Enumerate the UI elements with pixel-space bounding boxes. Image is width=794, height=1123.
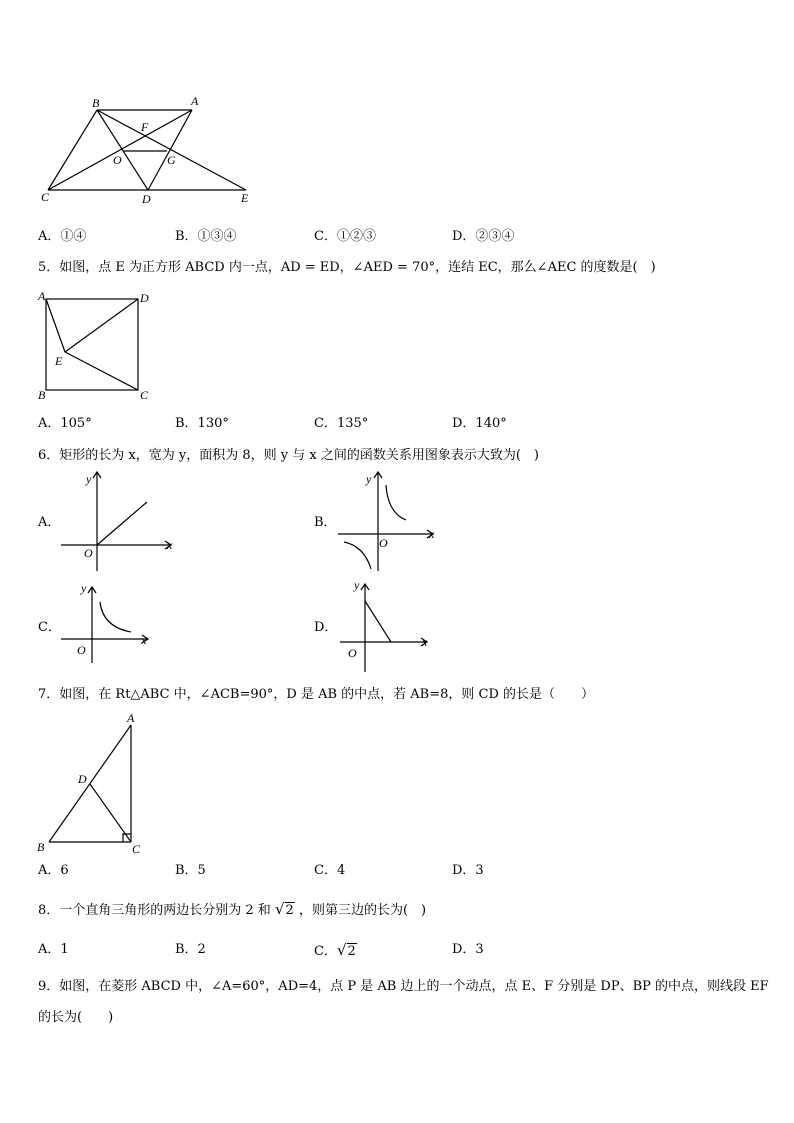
- q6-a-y-label: y: [86, 472, 92, 486]
- q8-text-before: 8．一个直角三角形的两边长分别为 2 和: [38, 903, 271, 918]
- q7-option-c: C．4: [314, 863, 346, 878]
- q5-figure: [0, 280, 200, 410]
- q7-point-B: B: [37, 840, 45, 854]
- q7-figure: [0, 705, 200, 865]
- q8-option-c-radicand: 2: [347, 944, 356, 959]
- q5-option-c: C．135°: [314, 416, 369, 431]
- q4-point-E: E: [241, 191, 249, 205]
- q6-b-x-label: x: [429, 527, 435, 541]
- q8-option-b: B．2: [175, 942, 206, 957]
- q6-graph-c: [55, 578, 165, 673]
- q8-option-a: A．1: [38, 942, 69, 957]
- q6-question: 6．矩形的长为 x，宽为 y，面积为 8，则 y 与 x 之间的函数关系用图象表示大致为( ): [38, 448, 539, 463]
- q6-d-origin: O: [348, 646, 357, 660]
- q4-point-D: D: [142, 192, 151, 206]
- q6-option-a-label: A．: [38, 515, 61, 530]
- q5-question: 5．如图，点 E 为正方形 ABCD 内一点，AD = ED，∠AED = 70°，连结 EC，那么∠AEC 的度数是( ): [38, 260, 656, 275]
- q8-option-c-prefix: C．: [314, 944, 337, 959]
- q9-question-line1: 9．如图，在菱形 ABCD 中，∠A=60°，AD=4，点 P 是 AB 边上的一个动点，点 E、F 分别是 DP、BP 的中点，则线段 EF: [38, 979, 769, 994]
- q5-point-D: D: [140, 291, 149, 305]
- q8-text-after: ，则第三边的长为( ): [298, 903, 427, 918]
- q4-point-F: F: [141, 120, 149, 134]
- q6-graph-a: [55, 465, 185, 577]
- q5-option-d: D．140°: [452, 416, 507, 431]
- q8-option-d: D．3: [452, 942, 484, 957]
- q6-d-y-label: y: [354, 578, 360, 592]
- q4-point-B: B: [92, 96, 100, 110]
- q6-c-origin: O: [77, 643, 86, 657]
- q6-option-c-label: C．: [38, 620, 61, 635]
- q6-option-b-label: B．: [314, 515, 337, 530]
- q5-point-B: B: [38, 388, 46, 402]
- q7-point-A: A: [127, 711, 135, 725]
- q8-question: [38, 899, 426, 921]
- q8-radicand: 2: [285, 903, 294, 918]
- q4-option-a: A．①④: [38, 229, 87, 244]
- q4-point-G: G: [167, 153, 176, 167]
- q5-point-A: A: [38, 289, 46, 303]
- q7-option-b: B．5: [175, 863, 206, 878]
- q6-b-origin: O: [379, 536, 388, 550]
- q6-c-y-label: y: [81, 581, 87, 595]
- q7-option-a: A．6: [38, 863, 69, 878]
- q6-a-x-label: x: [167, 538, 173, 552]
- q7-option-d: D．3: [452, 863, 484, 878]
- q4-figure: [0, 0, 794, 210]
- q6-b-y-label: y: [366, 472, 372, 486]
- q6-a-origin: O: [84, 546, 93, 560]
- q6-c-x-label: x: [141, 633, 147, 647]
- q9-question-line2: 的长为( ): [38, 1010, 114, 1025]
- q5-option-b: B．130°: [175, 416, 229, 431]
- q7-point-C: C: [132, 842, 141, 856]
- q4-point-A: A: [191, 94, 199, 108]
- q7-question: 7．如图，在 Rt△ABC 中，∠ACB=90°，D 是 AB 的中点，若 AB=8，则 CD 的长是（ ）: [38, 687, 595, 702]
- q4-option-d: D．②③④: [452, 229, 515, 244]
- q7-point-D: D: [78, 772, 87, 786]
- q8-sqrt: √2: [274, 900, 294, 918]
- q4-option-b: B．①③④: [175, 229, 237, 244]
- q4-point-C: C: [41, 190, 50, 204]
- q6-d-x-label: x: [422, 635, 428, 649]
- q5-point-C: C: [140, 388, 149, 402]
- q6-graph-b: [330, 465, 450, 577]
- q5-point-E: E: [55, 354, 63, 368]
- q4-option-c: C．①②③: [314, 229, 376, 244]
- q8-option-c: C．√2: [314, 941, 356, 959]
- q6-graph-d: [330, 575, 440, 675]
- q6-option-d-label: D．: [314, 620, 338, 635]
- q4-point-O: O: [113, 153, 122, 167]
- q5-option-a: A．105°: [38, 416, 92, 431]
